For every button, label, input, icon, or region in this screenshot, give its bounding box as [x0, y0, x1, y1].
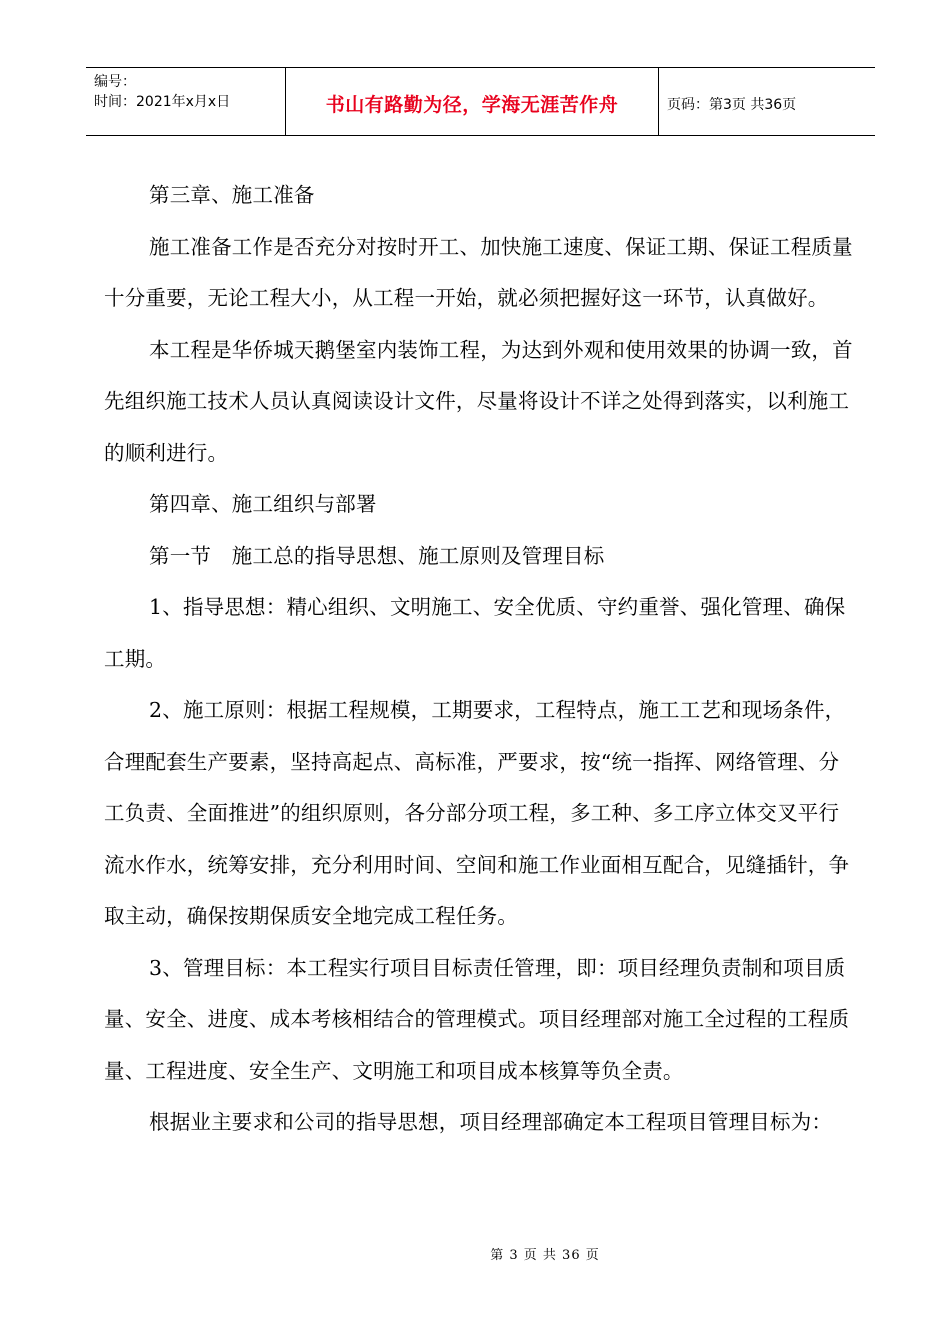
- paragraph: 施工准备工作是否充分对按时开工、加快施工速度、保证工期、保证工程质量十分重要，无论工程大小，从工程一开始，就必须把握好这一环节，认真做好。: [104, 234, 853, 310]
- document-body: [104, 170, 856, 1149]
- header-motto-cell: [286, 68, 659, 135]
- chapter-heading: 第四章、施工组织与部署: [149, 492, 377, 516]
- header-page-cell: [659, 68, 875, 135]
- paragraph: 根据业主要求和公司的指导思想，项目经理部确定本工程项目管理目标为：: [149, 1110, 833, 1134]
- paragraph: 3、管理目标：本工程实行项目目标责任管理，即：项目经理负责制和项目质量、安全、进度、成本考核相结合的管理模式。项目经理部对施工全过程的工程质量、工程进度、安全生产、文明施工和项目成本核算等负全责。: [104, 955, 850, 1083]
- header-meta-cell: [86, 68, 286, 135]
- footer-page-number: 第 3 页 共 36 页: [490, 1248, 600, 1263]
- page-footer: [0, 1244, 950, 1263]
- paragraph: 本工程是华侨城天鹅堡室内装饰工程，为达到外观和使用效果的协调一致，首先组织施工技术人员认真阅读设计文件，尽量将设计不详之处得到落实，以利施工的顺利进行。: [104, 337, 853, 465]
- page-header: [86, 67, 875, 136]
- document-number-label: 编号：: [94, 74, 136, 90]
- section-heading: 第一节 施工总的指导思想、施工原则及管理目标: [149, 543, 605, 568]
- paragraph: 1、指导思想：精心组织、文明施工、安全优质、守约重誉、强化管理、确保工期。: [104, 595, 846, 671]
- header-motto: 书山有路勤为径，学海无涯苦作舟: [325, 94, 619, 116]
- paragraph: 2、施工原则：根据工程规模，工期要求，工程特点，施工工艺和现场条件，合理配套生产要素，坚持高起点、高标准，严要求，按“统一指挥、网络管理、分工负责、全面推进”的组织原则，各分部分项工程，多工种、多工序立体交叉平行流水作水，统筹安排，充分利用时间、空间和施工作业面相互配合，见缝插针，争取主动，确保按期保质安全地完成工程任务。: [104, 698, 850, 928]
- document-time-label: 时间：2021年x月x日: [94, 94, 231, 110]
- header-page-code: 页码：第3页 共36页: [667, 96, 797, 113]
- chapter-heading: 第三章、施工准备: [149, 183, 315, 207]
